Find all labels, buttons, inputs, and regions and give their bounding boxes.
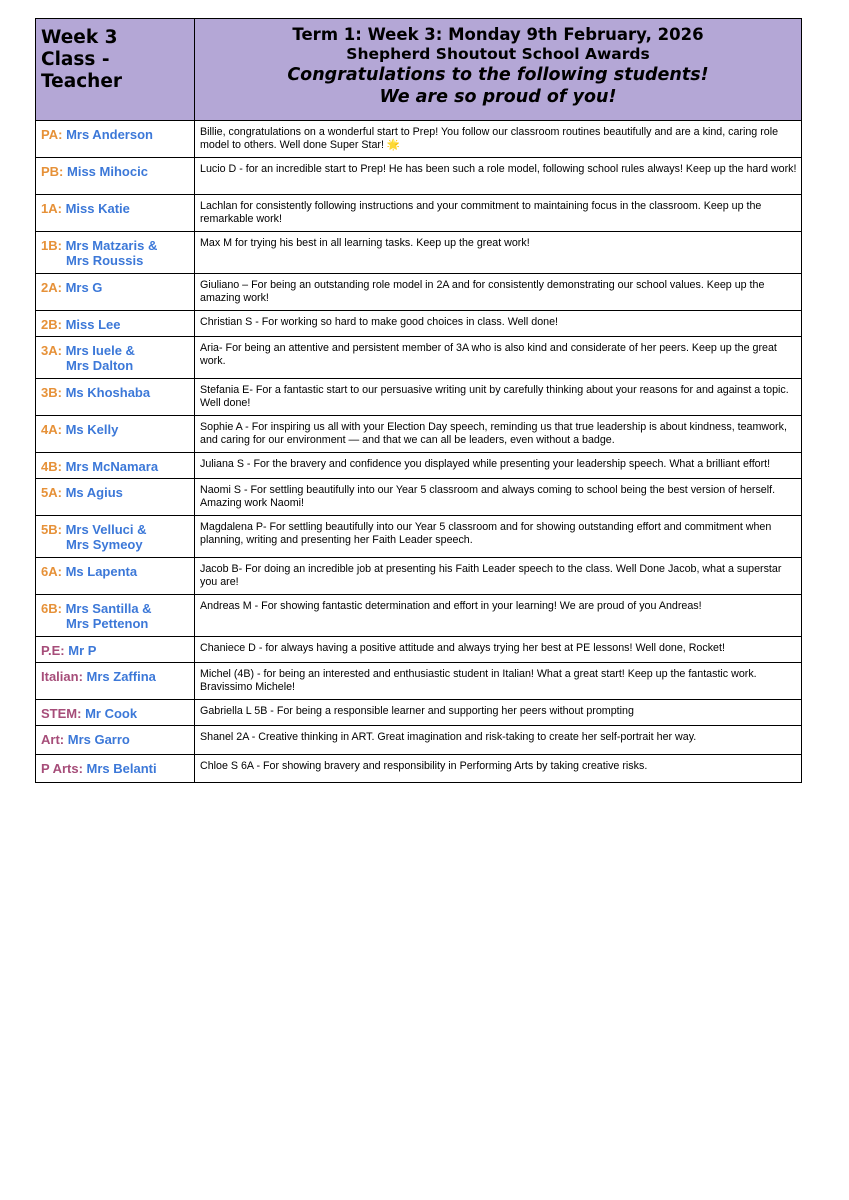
table-row <box>36 121 802 158</box>
class-code: 6B: <box>41 601 62 616</box>
table-row <box>36 232 802 274</box>
class-code: 4A: <box>41 422 62 437</box>
teacher-name: Mr P <box>68 643 97 658</box>
table-row <box>36 337 802 379</box>
award-message: Shanel 2A - Creative thinking in ART. Great imagination and risk-taking to create her self-portrait her way. <box>195 726 802 755</box>
teacher-name: Miss Lee <box>65 317 121 332</box>
award-message: Gabriella L 5B - For being a responsible learner and supporting her peers without prompting <box>195 700 802 726</box>
table-row <box>36 755 802 783</box>
class-cell <box>36 479 195 516</box>
award-message: Juliana S - For the bravery and confidence you displayed while presenting your leadership speech. What a brilliant effort! <box>195 453 802 479</box>
class-code: Italian: <box>41 669 83 684</box>
teacher-name: Mrs McNamara <box>65 459 159 474</box>
teacher-name: Miss Mihocic <box>67 164 148 179</box>
teacher-name: Ms Agius <box>65 485 123 500</box>
award-message: Giuliano – For being an outstanding role model in 2A and for consistently demonstrating our school values. Keep up the amazing work! <box>195 274 802 311</box>
award-message: Christian S - For working so hard to make good choices in class. Well done! <box>195 311 802 337</box>
class-cell <box>36 337 195 379</box>
class-code: STEM: <box>41 706 82 721</box>
award-message: Magdalena P- For settling beautifully into our Year 5 classroom and for showing outstanding effort and commitment when planning, writing and presenting her Faith Leader speech. <box>195 516 802 558</box>
teacher-name: Mrs Matzaris & <box>65 238 158 253</box>
class-cell <box>36 726 195 755</box>
week-label: Week 3 <box>41 27 118 48</box>
award-message: Chaniece D - for always having a positive attitude and always trying her best at PE lessons! Well done, Rocket! <box>195 637 802 663</box>
award-message <box>195 121 802 158</box>
congrats-line: Congratulations to the following students! <box>287 65 709 85</box>
class-code: P Arts: <box>41 761 83 776</box>
teacher-name: Mrs Zaffina <box>86 669 156 684</box>
table-row <box>36 416 802 453</box>
award-message: Naomi S - For settling beautifully into our Year 5 classroom and always coming to school being the best version of herself. Amazing work Naomi! <box>195 479 802 516</box>
class-code: Art: <box>41 732 65 747</box>
class-cell <box>36 416 195 453</box>
teacher-name-2: Mrs Dalton <box>66 358 134 373</box>
class-code: PB: <box>41 164 64 179</box>
award-message: Stefania E- For a fantastic start to our persuasive writing unit by carefully thinking about your reasons for and against a topic. Well done! <box>195 379 802 416</box>
teacher-name: Mrs G <box>65 280 103 295</box>
table-row <box>36 595 802 637</box>
class-code: 6A: <box>41 564 62 579</box>
class-cell <box>36 755 195 783</box>
awards-table <box>35 18 802 783</box>
teacher-name: Ms Kelly <box>65 422 119 437</box>
class-code: 2B: <box>41 317 62 332</box>
class-code: 3B: <box>41 385 62 400</box>
proud-line: We are so proud of you! <box>379 87 617 107</box>
class-code: 1B: <box>41 238 62 253</box>
table-row <box>36 558 802 595</box>
header-left-cell <box>36 19 195 121</box>
class-code: 1A: <box>41 201 62 216</box>
award-message: Sophie A - For inspiring us all with your Election Day speech, reminding us that true leadership is about kindness, teamwork, and caring for our environment — and that we can all be leaders, even without a badge. <box>195 416 802 453</box>
teacher-name-2: Mrs Symeoy <box>66 537 143 552</box>
class-cell <box>36 121 195 158</box>
class-cell <box>36 158 195 195</box>
table-row <box>36 274 802 311</box>
teacher-name: Mrs Iuele & <box>65 343 135 358</box>
class-cell <box>36 453 195 479</box>
award-message: Max M for trying his best in all learning tasks. Keep up the great work! <box>195 232 802 274</box>
teacher-name: Mr Cook <box>85 706 138 721</box>
header-right-cell <box>195 19 802 121</box>
award-message: Lucio D - for an incredible start to Prep! He has been such a role model, following school rules always! Keep up the hard work! <box>195 158 802 195</box>
page-title: Term 1: Week 3: Monday 9th February, 2026 <box>292 25 704 44</box>
class-cell <box>36 663 195 700</box>
class-cell <box>36 274 195 311</box>
table-row <box>36 195 802 232</box>
class-code: 2A: <box>41 280 62 295</box>
table-row <box>36 453 802 479</box>
award-message <box>195 337 802 379</box>
class-code: 5A: <box>41 485 62 500</box>
award-message <box>195 558 802 595</box>
class-cell <box>36 516 195 558</box>
class-code: 4B: <box>41 459 62 474</box>
award-message: Michel (4B) - for being an interested and enthusiastic student in Italian! What a great start! Keep up the fantastic work. Bravissimo Michele! <box>195 663 802 700</box>
teacher-name: Mrs Santilla & <box>65 601 152 616</box>
teacher-name: Mrs Garro <box>67 732 130 747</box>
class-code: PA: <box>41 127 63 142</box>
header-row <box>36 19 802 121</box>
table-row <box>36 663 802 700</box>
teacher-name: Mrs Belanti <box>86 761 157 776</box>
award-message: Andreas M - For showing fantastic determination and effort in your learning! We are proud of you Andreas! <box>195 595 802 637</box>
class-code: P.E: <box>41 643 65 658</box>
class-code: 3A: <box>41 343 62 358</box>
class-cell <box>36 232 195 274</box>
table-row <box>36 637 802 663</box>
teacher-name: Ms Khoshaba <box>65 385 151 400</box>
teacher-name: Miss Katie <box>65 201 130 216</box>
class-cell <box>36 595 195 637</box>
table-row <box>36 311 802 337</box>
table-row <box>36 700 802 726</box>
class-teacher-label: Class - Teacher <box>41 49 123 92</box>
teacher-name-2: Mrs Pettenon <box>66 616 149 631</box>
teacher-name: Mrs Velluci & <box>65 522 147 537</box>
class-cell <box>36 379 195 416</box>
class-cell <box>36 558 195 595</box>
class-cell <box>36 637 195 663</box>
teacher-name: Ms Lapenta <box>65 564 138 579</box>
teacher-name-2: Mrs Roussis <box>66 253 144 268</box>
class-cell <box>36 700 195 726</box>
teacher-name: Mrs Anderson <box>66 127 153 142</box>
table-row <box>36 479 802 516</box>
class-code: 5B: <box>41 522 62 537</box>
award-message-text: Billie, congratulations on a wonderful start to Prep! You follow our classroom routines beautifully and are a kind, caring role model to others. Well done Super Star! 🌟 <box>200 126 779 151</box>
table-row <box>36 158 802 195</box>
award-message: Chloe S 6A - For showing bravery and responsibility in Performing Arts by taking creative risks. <box>195 755 802 783</box>
class-cell <box>36 311 195 337</box>
table-row <box>36 516 802 558</box>
award-message-text: Aria- For being an attentive and persistent member of 3A who is also kind and considerate of her peers. Keep up the great work. <box>200 342 777 367</box>
award-message-text: Jacob B- For doing an incredible job at presenting his Faith Leader speech to the class. Well Done Jacob, what a superstar you are! <box>200 563 782 588</box>
table-row <box>36 379 802 416</box>
class-cell <box>36 195 195 232</box>
award-message: Lachlan for consistently following instructions and your commitment to maintaining focus in the classroom. Keep up the remarkable work! <box>195 195 802 232</box>
awards-subtitle: Shepherd Shoutout School Awards <box>346 45 650 63</box>
table-row <box>36 726 802 755</box>
